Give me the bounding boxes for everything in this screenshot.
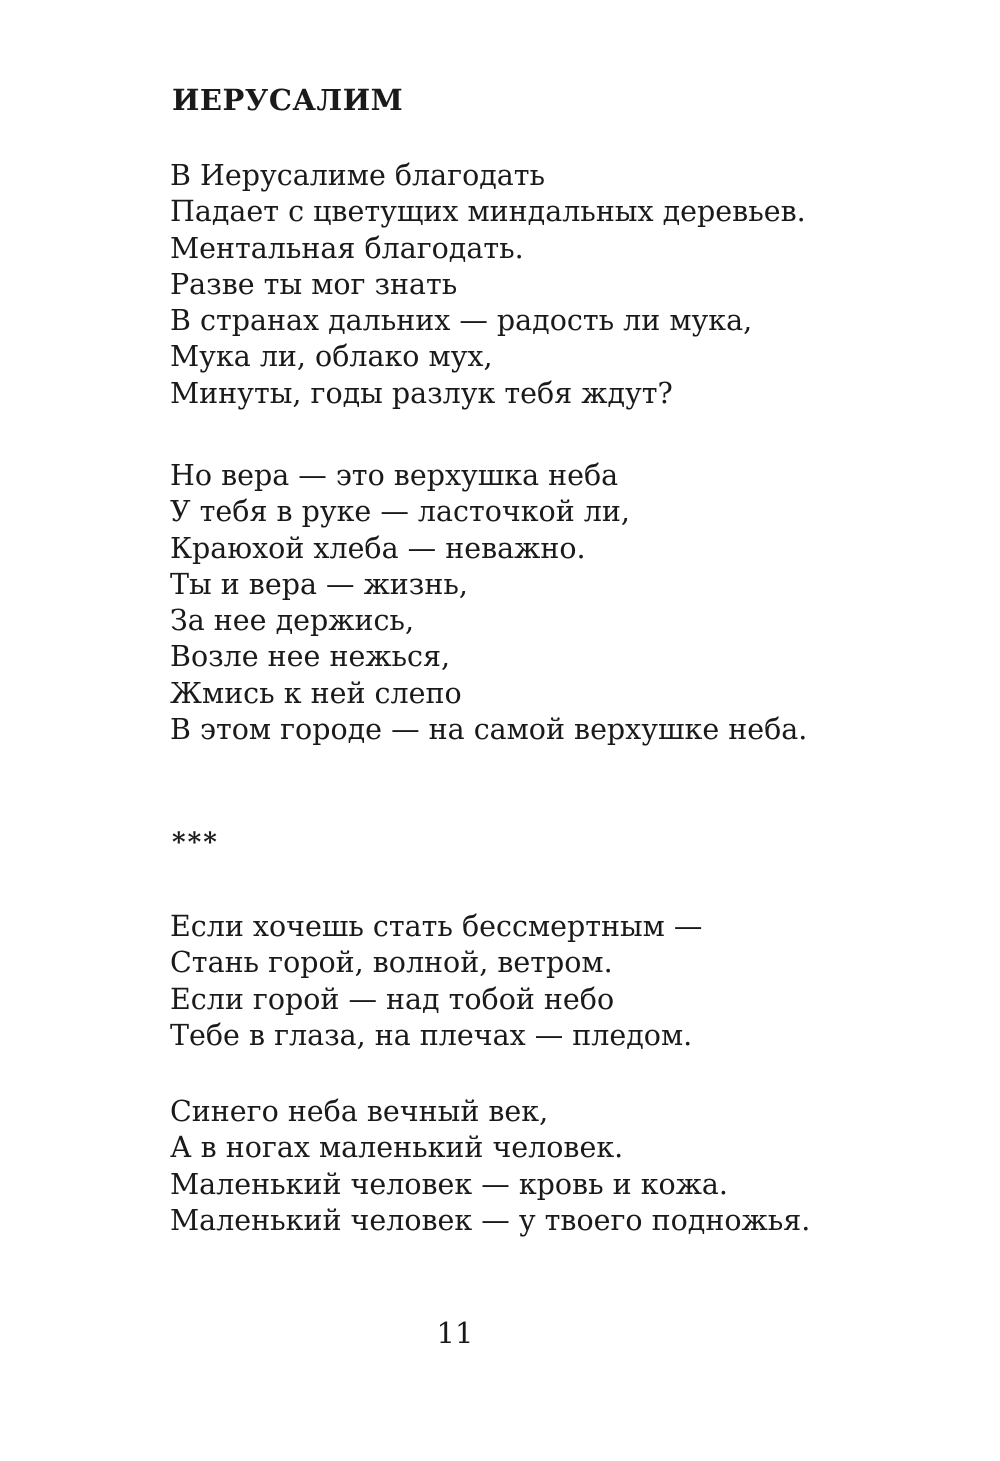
poem-line: Мука ли, облако мух, (170, 340, 493, 374)
poem-line: В этом городе — на самой верхушке неба. (170, 713, 808, 747)
poem-line: Ментальная благодать. (170, 231, 524, 265)
poem-separator: *** (172, 828, 219, 858)
poem-line: У тебя в руке — ласточкой ли, (170, 495, 630, 529)
poem-line: Маленький человек — у твоего подножья. (170, 1203, 811, 1237)
poem-line: Минуты, годы разлук тебя ждут? (170, 376, 673, 410)
poem-line: Падает с цветущих миндальных деревьев. (170, 195, 806, 229)
poem1-stanza-1 (170, 158, 806, 412)
poem-line: Краюхой хлеба — неважно. (170, 531, 586, 565)
poem-line: Маленький человек — кровь и кожа. (170, 1167, 728, 1201)
poem-line: Но вера — это верхушка неба (170, 459, 619, 492)
poem-line: В Иерусалиме благодать (170, 159, 546, 192)
poem1-stanza-2 (170, 458, 807, 748)
poem-line: А в ногах маленький человек. (170, 1131, 624, 1165)
poem-line: Жмись к ней слепо (170, 676, 462, 710)
page-number: 11 (436, 1316, 474, 1350)
poem-line: В странах дальних — радость ли мука, (170, 304, 753, 338)
poem2-stanza-2 (170, 1094, 810, 1239)
poem-title: ИЕРУСАЛИМ (172, 83, 404, 117)
poem-line: Тебе в глаза, на плечах — пледом. (170, 1018, 693, 1052)
poem-line: Синего неба вечный век, (170, 1095, 549, 1128)
poem2-stanza-1 (170, 909, 702, 1054)
poem-line: За нее держись, (170, 604, 415, 638)
poem-line: Разве ты мог знать (170, 267, 458, 301)
poem-line: Стань горой, волной, ветром. (170, 946, 613, 980)
poem-line: Если горой — над тобой небо (170, 982, 615, 1016)
poem-line: Возле нее нежься, (170, 640, 451, 674)
poem-line: Если хочешь стать бессмертным — (170, 910, 703, 943)
poem-line: Ты и вера — жизнь, (170, 567, 468, 601)
